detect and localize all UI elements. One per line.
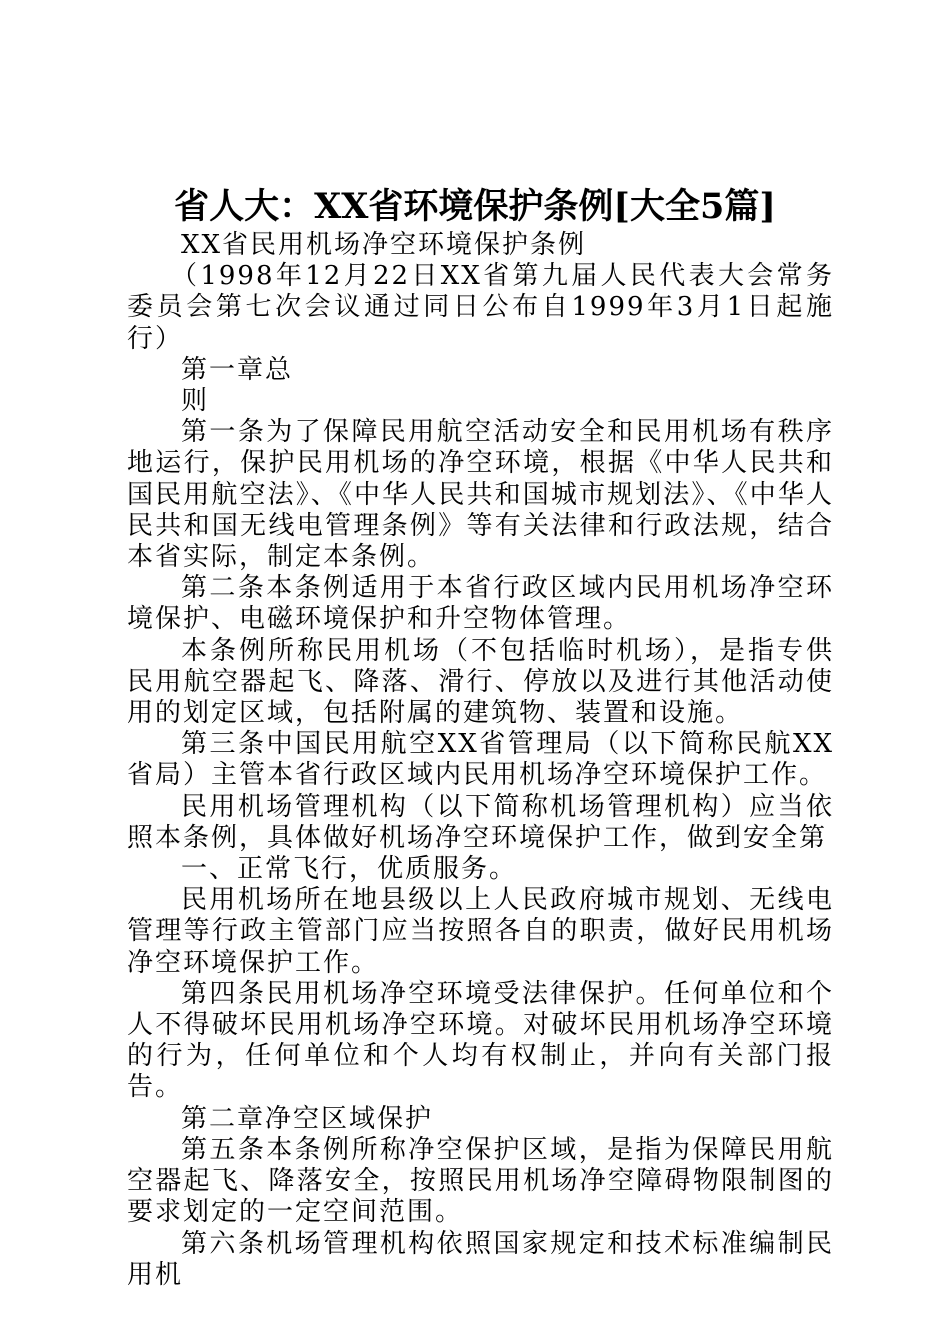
article-paragraph: 民用机场所在地县级以上人民政府城市规划、无线电管理等行政主管部门应当按照各自的职责，做好民用机场净空环境保护工作。: [127, 885, 834, 978]
document-body: [127, 230, 834, 1291]
article-paragraph: 第六条机场管理机构依照国家规定和技术标准编制民用机: [127, 1228, 834, 1290]
article-paragraph: 第三条中国民用航空XX省管理局（以下简称民航XX省局）主管本省行政区域内民用机场净空环境保护工作。: [127, 729, 834, 791]
chapter-heading: 第二章净空区域保护: [181, 1103, 434, 1134]
article-paragraph: 第二条本条例适用于本省行政区域内民用机场净空环境保护、电磁环境保护和升空物体管理。: [127, 573, 834, 635]
enactment-note-paragraph: （1998年12月22日XX省第九届人民代表大会常务委员会第七次会议通过同日公布自1999年3月1日起施行）: [127, 261, 834, 354]
article-paragraph: 第一条为了保障民用航空活动安全和民用机场有秩序地运行，保护民用机场的净空环境，根据《中华人民共和国民用航空法》、《中华人民共和国城市规划法》、《中华人民共和国无线电管理条例》等有关法律和行政法规，结合本省实际，制定本条例。: [127, 417, 834, 573]
chapter-heading: 第一章总: [181, 354, 294, 385]
article-paragraph: 第五条本条例所称净空保护区域，是指为保障民用航空器起飞、降落安全，按照民用机场净空障碍物限制图的要求划定的一定空间范围。: [127, 1134, 834, 1228]
article-paragraph: 第四条民用机场净空环境受法律保护。任何单位和个人不得破坏民用机场净空环境。对破坏民用机场净空环境的行为，任何单位和个人均有权制止，并向有关部门报告。: [127, 978, 834, 1103]
article-paragraph: 本条例所称民用机场（不包括临时机场），是指专供民用航空器起飞、降落、滑行、停放以及进行其他活动使用的划定区域，包括附属的建筑物、装置和设施。: [127, 635, 834, 729]
subtitle-paragraph: XX省民用机场净空环境保护条例: [181, 230, 587, 260]
article-paragraph: 民用机场管理机构（以下简称机场管理机构）应当依照本条例，具体做好机场净空环境保护工作，做到安全第: [127, 791, 834, 853]
chapter-heading-continued: 则: [181, 386, 210, 417]
document-title: 省人大：XX省环境保护条例[大全5篇]: [174, 186, 776, 227]
article-paragraph: 一、正常飞行，优质服务。: [181, 854, 518, 885]
